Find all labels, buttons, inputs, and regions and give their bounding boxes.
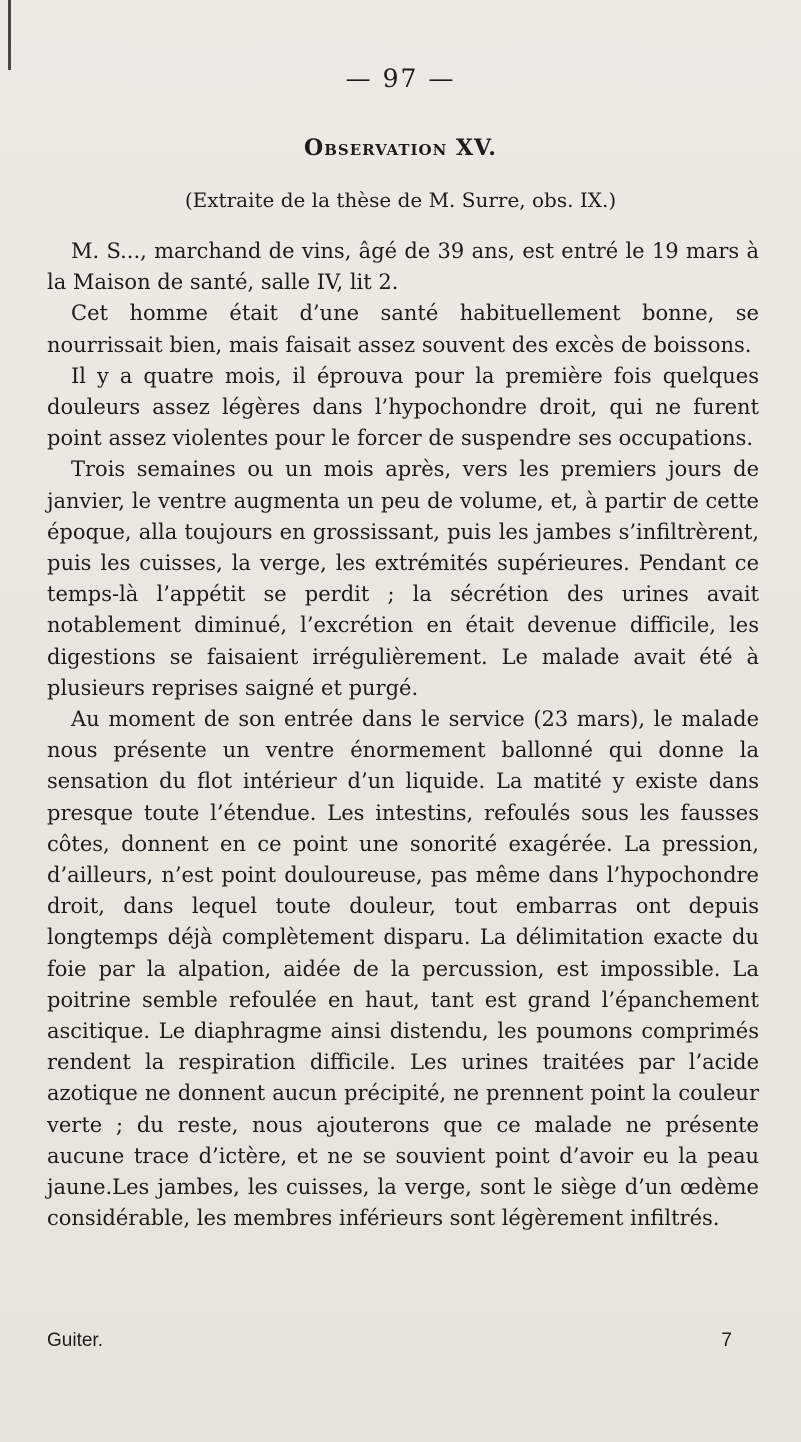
paragraph: Trois semaines ou un mois après, vers les premiers jours de janvier, le ventre augmenta un peu de volume, et, à partir de cette époque, alla toujours en grossissant, puis les jambes s’infiltrèrent, puis les cuisses, la verge, les extrémités supérieures. Pendant ce temps-là l’appétit se perdit ; la sécrétion des urines avait notablement diminué, l’excrétion en était devenue difficile, les digestions se faisaient irrégulièrement. Le malade avait été à plusieurs reprises saigné et purgé.	[47, 457, 759, 700]
signature-mark: Guiter.	[47, 1330, 103, 1351]
paragraph: Il y a quatre mois, il éprouva pour la première fois quelques douleurs assez légères dans l’hypochondre droit, qui ne furent point assez violentes pour le forcer de suspendre ses occupations.	[47, 363, 759, 451]
signature-number: 7	[721, 1330, 732, 1351]
paragraph: M. S..., marchand de vins, âgé de 39 ans, est entré le 19 mars à la Maison de santé, salle IV, lit 2.	[47, 239, 759, 295]
paragraph: Cet homme était d’une santé habituellement bonne, se nourrissait bien, mais faisait assez souvent des excès de boissons.	[47, 301, 759, 357]
observation-body	[47, 236, 759, 1235]
signature-line	[47, 1330, 732, 1352]
observation-title: Observation XV.	[304, 135, 497, 161]
binding-edge-mark	[8, 0, 11, 70]
paragraph: Au moment de son entrée dans le service (23 mars), le malade nous présente un ventre énormement ballonné qui donne la sensation du flot intérieur d’un liquide. La matité y existe dans presque toute l’étendue. Les intestins, refoulés sous les fausses côtes, donnent en ce point une sonorité exagérée. La pression, d’ailleurs, n’est point douloureuse, pas même dans l’hypochondre droit, dans lequel toute douleur, tout embarras ont depuis longtemps déjà complètement disparu. La délimitation exacte du foie par la alpation, aidée de la percussion, est impossible. La poitrine semble refoulée en haut, tant est grand l’épanchement ascitique. Le diaphragme ainsi distendu, les poumons comprimés rendent la respiration difficile. Les urines traitées par l’acide azotique ne donnent aucun précipité, ne prennent point la couleur verte ; du reste, nous ajouterons que ce malade ne présente aucune trace d’ictère, et ne se souvient point d’avoir eu la peau jaune.Les jambes, les cuisses, la verge, sont le siège d’un œdème considérable, les membres inférieurs sont légèrement infiltrés.	[47, 707, 759, 1231]
page-number: — 97 —	[345, 64, 456, 93]
observation-subtitle: (Extraite de la thèse de M. Surre, obs. IX.)	[184, 188, 617, 212]
